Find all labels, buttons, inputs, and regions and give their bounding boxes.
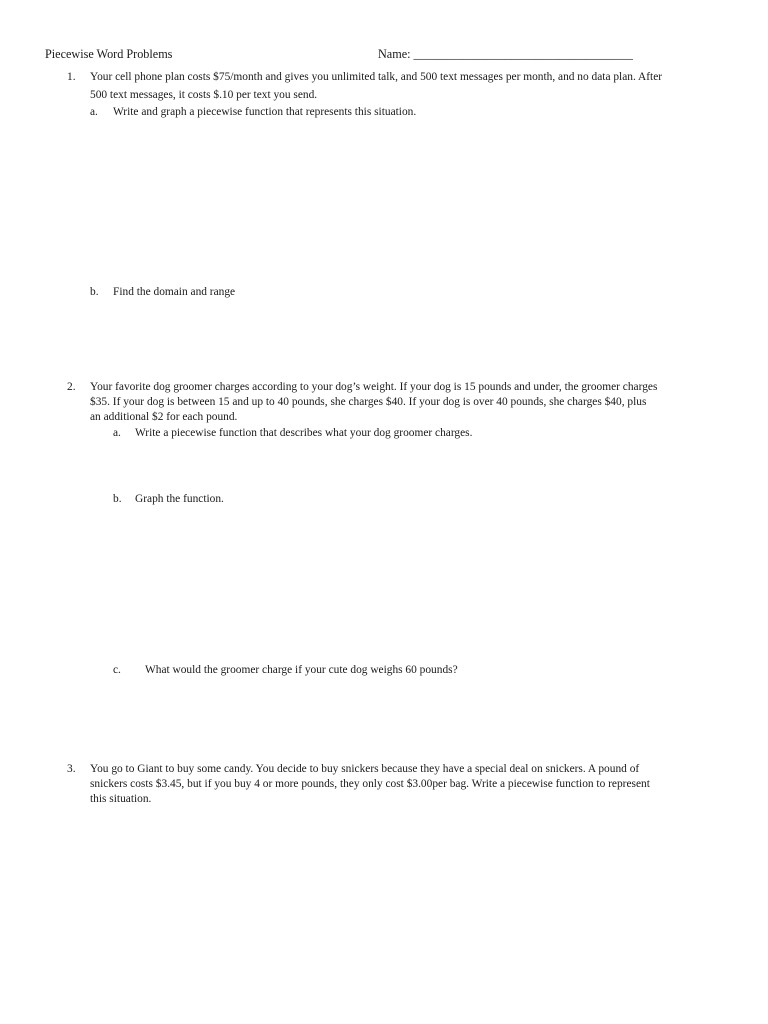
name-field-label: Name: ____________________________________ — [378, 47, 633, 61]
subpart-text: What would the groomer charge if your cute dog weighs 60 pounds? — [145, 664, 458, 676]
subpart-text: Write a piecewise function that describes what your dog groomer charges. — [135, 427, 473, 439]
worksheet-title: Piecewise Word Problems — [45, 47, 173, 61]
question-text-line: this situation. — [90, 793, 152, 805]
question-text-line: an additional $2 for each pound. — [90, 411, 238, 423]
question-text-line: You go to Giant to buy some candy. You decide to buy snickers because they have a special deal on snickers. A pound of — [90, 763, 640, 775]
question-number: 1. — [67, 71, 76, 83]
subpart-text: Graph the function. — [135, 493, 224, 505]
subpart-text: Write and graph a piecewise function that represents this situation. — [113, 106, 417, 118]
question-text-line: Your cell phone plan costs $75/month and gives you unlimited talk, and 500 text messages per month, and no data plan. After — [90, 71, 663, 83]
question-number: 2. — [67, 381, 76, 393]
subpart-label: b. — [90, 286, 99, 298]
subpart-text: Find the domain and range — [113, 286, 236, 298]
subpart-label: b. — [113, 493, 122, 505]
question-text-line: snickers costs $3.45, but if you buy 4 or more pounds, they only cost $3.00per bag. Write a piecewise function to represent — [90, 778, 650, 790]
question-text-line: 500 text messages, it costs $.10 per text you send. — [90, 89, 318, 101]
subpart-label: a. — [90, 106, 98, 118]
question-text-line: $35. If your dog is between 15 and up to 40 pounds, she charges $40. If your dog is over 40 pounds, she charges $40, plus — [90, 396, 647, 408]
question-number: 3. — [67, 763, 76, 775]
subpart-label: c. — [113, 664, 121, 676]
question-text-line: Your favorite dog groomer charges according to your dog’s weight. If your dog is 15 pounds and under, the groomer charges — [90, 381, 658, 393]
subpart-label: a. — [113, 427, 121, 439]
